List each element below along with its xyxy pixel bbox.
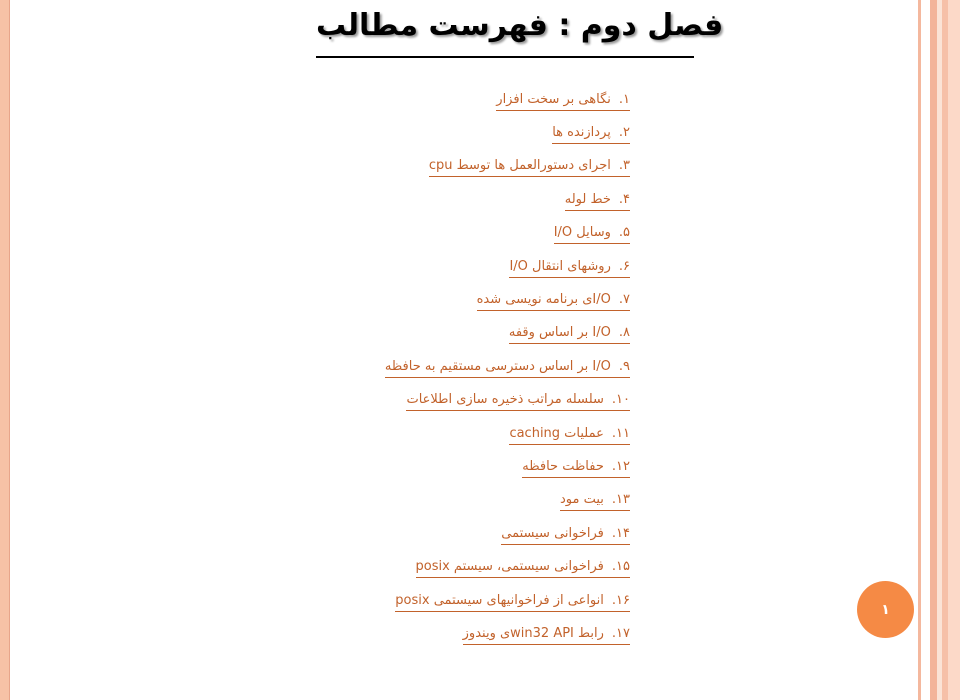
toc-item-15 <box>300 551 630 584</box>
toc-text: خط لوله <box>564 191 611 207</box>
toc-link-12[interactable] <box>522 458 630 478</box>
toc-text: رابط win32 APIی ویندوز <box>462 625 604 641</box>
toc-text: فراخوانی سیستمی، سیستم posix <box>415 559 604 575</box>
toc-text: I/O بر اساس وقفه <box>508 325 611 341</box>
toc-item-10 <box>300 385 630 418</box>
toc-link-16[interactable] <box>395 592 630 612</box>
toc-number: ۱۴. <box>611 525 630 541</box>
slide-left-border <box>0 0 10 700</box>
toc-item-14 <box>300 518 630 551</box>
toc-link-1[interactable] <box>496 91 630 111</box>
toc-text: سلسله مراتب ذخیره سازی اطلاعات <box>406 392 604 408</box>
toc-number: ۱۷. <box>611 625 630 641</box>
toc-link-4[interactable] <box>565 191 630 211</box>
toc-number: ۸. <box>618 325 630 341</box>
toc-link-8[interactable] <box>509 324 630 344</box>
toc-number: ۱. <box>618 91 630 107</box>
title-underline <box>316 56 694 58</box>
toc-text: I/O بر اساس دسترسی مستقیم به حافظه <box>384 358 611 374</box>
toc-number: ۴. <box>618 191 630 207</box>
toc-link-10[interactable] <box>406 391 630 411</box>
toc-item-8 <box>300 318 630 351</box>
toc-text: نگاهی بر سخت افزار <box>496 91 611 107</box>
toc-link-2[interactable] <box>552 124 630 144</box>
toc-item-7 <box>300 284 630 317</box>
toc-number: ۱۳. <box>611 492 630 508</box>
toc-item-2 <box>300 117 630 150</box>
toc-text: پردازنده ها <box>552 125 611 141</box>
toc-link-15[interactable] <box>416 558 631 578</box>
toc-number: ۵. <box>618 225 630 241</box>
toc-link-17[interactable] <box>463 625 630 645</box>
toc-number: ۱۵. <box>611 559 630 575</box>
toc-link-9[interactable] <box>385 358 630 378</box>
toc-text: عملیات caching <box>509 425 604 441</box>
page-number: ۱ <box>881 601 890 618</box>
slide-title: فصل دوم : فهرست مطالب <box>316 8 724 43</box>
toc-text: فراخوانی سیستمی <box>501 525 604 541</box>
toc-item-1 <box>300 84 630 117</box>
toc-item-5 <box>300 218 630 251</box>
toc-number: ۹. <box>618 358 630 374</box>
toc-text: وسایل I/O <box>553 225 611 241</box>
toc-number: ۲. <box>618 125 630 141</box>
toc-text: روشهای انتقال I/O <box>509 258 611 274</box>
toc-number: ۷. <box>618 292 630 308</box>
toc-number: ۱۰. <box>611 392 630 408</box>
toc-number: ۱۱. <box>611 425 630 441</box>
toc-item-9 <box>300 351 630 384</box>
slide-right-line <box>918 0 921 700</box>
toc-text: اجرای دستورالعمل ها توسط cpu <box>428 158 611 174</box>
toc-link-13[interactable] <box>560 491 630 511</box>
toc-link-14[interactable] <box>501 525 630 545</box>
toc-link-6[interactable] <box>509 258 630 278</box>
toc-text: حفاظت حافظه <box>522 458 604 474</box>
toc-item-6 <box>300 251 630 284</box>
toc-item-16 <box>300 585 630 618</box>
toc-number: ۳. <box>618 158 630 174</box>
toc-link-11[interactable] <box>509 425 630 445</box>
toc-item-12 <box>300 451 630 484</box>
toc-number: ۱۶. <box>611 592 630 608</box>
toc-item-3 <box>300 151 630 184</box>
toc-item-4 <box>300 184 630 217</box>
toc-text: بیت مود <box>559 492 604 508</box>
table-of-contents <box>300 84 630 652</box>
toc-link-5[interactable] <box>554 224 630 244</box>
toc-item-11 <box>300 418 630 451</box>
toc-number: ۱۲. <box>611 458 630 474</box>
slide-title-container <box>316 8 724 47</box>
toc-text: انواعی از فراخوانیهای سیستمی posix <box>395 592 604 608</box>
slide-right-border <box>930 0 960 700</box>
toc-number: ۶. <box>618 258 630 274</box>
toc-link-3[interactable] <box>429 157 630 177</box>
page-number-badge <box>857 581 914 638</box>
toc-link-7[interactable] <box>477 291 630 311</box>
toc-item-17 <box>300 618 630 651</box>
toc-text: I/Oی برنامه نویسی شده <box>476 292 611 308</box>
toc-item-13 <box>300 485 630 518</box>
